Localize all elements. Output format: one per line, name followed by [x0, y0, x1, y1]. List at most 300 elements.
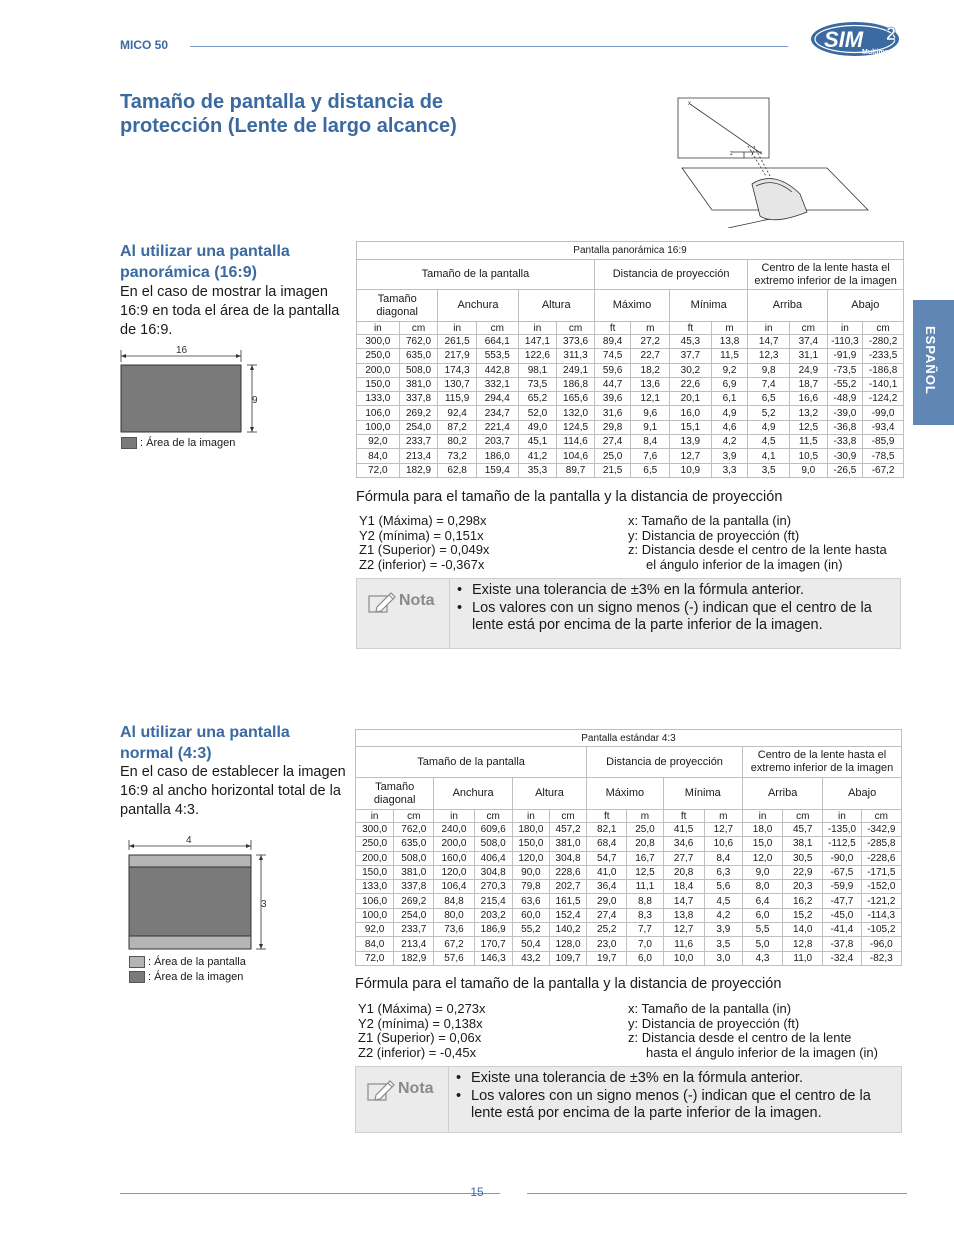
table-cell: 6,4	[742, 894, 782, 908]
table-cell: 60,0	[512, 908, 549, 922]
table2-sub-min: Mínima	[663, 778, 742, 810]
table-cell: 182,9	[399, 463, 438, 477]
table-cell: -228,6	[861, 851, 901, 865]
table-cell: 12,0	[742, 851, 782, 865]
table-cell: 373,6	[557, 335, 595, 349]
table-row	[357, 377, 904, 391]
table-cell: -26,5	[827, 463, 863, 477]
table-cell: 14,0	[783, 923, 823, 937]
table-cell: -112,5	[823, 837, 861, 851]
table-cell: 300,0	[357, 335, 400, 349]
table1-sub-diagonal: Tamaño diagonal	[357, 290, 438, 322]
table1-unit: ft	[670, 322, 712, 335]
table2-group-projection-distance: Distancia de proyección	[587, 747, 743, 778]
table2-group-screen-size: Tamaño de la pantalla	[356, 747, 587, 778]
table-cell: -90,0	[823, 851, 861, 865]
table2-unit: m	[704, 810, 742, 823]
table1-group-projection-distance: Distancia de proyección	[594, 260, 747, 290]
table-cell: 11,5	[790, 435, 828, 449]
table1-unit: m	[631, 322, 670, 335]
table2-unit: cm	[394, 810, 434, 823]
language-tab	[913, 300, 954, 425]
table-cell: 300,0	[356, 823, 394, 837]
table1-unit: in	[518, 322, 557, 335]
table-cell: -67,2	[863, 463, 904, 477]
table-cell: 170,7	[474, 937, 512, 951]
table-cell: 4,1	[748, 449, 790, 463]
table-cell: 311,3	[557, 349, 595, 363]
table-cell: 664,1	[476, 335, 518, 349]
table-cell: 73,6	[434, 923, 474, 937]
table-cell: -124,2	[863, 392, 904, 406]
table-cell: 20,1	[670, 392, 712, 406]
table-cell: 67,2	[434, 937, 474, 951]
page-number: 15	[470, 1185, 484, 1199]
table-cell: -171,5	[861, 865, 901, 879]
section2-heading-line1: Al utilizar una pantalla	[120, 724, 290, 741]
section2-fig-height-label: 3	[261, 899, 267, 910]
table-cell: 8,8	[627, 894, 663, 908]
table-cell: -152,0	[861, 880, 901, 894]
table-cell: 87,2	[438, 420, 477, 434]
table-cell: 128,0	[549, 937, 586, 951]
table2-unit: m	[627, 810, 663, 823]
table-cell: 508,0	[394, 851, 434, 865]
table-cell: 250,0	[356, 837, 394, 851]
section2-fig-width-label: 4	[186, 835, 192, 846]
table1-group-lens-center: Centro de la lente hasta el extremo inferior de la imagen	[748, 260, 904, 290]
table-cell: 215,4	[474, 894, 512, 908]
table-cell: 7,7	[627, 923, 663, 937]
table-cell: -280,2	[863, 335, 904, 349]
table-cell: 762,0	[399, 335, 438, 349]
formula-def-z-cont: el ángulo inferior de la imagen (in)	[646, 556, 843, 572]
table-cell: 30,5	[783, 851, 823, 865]
table-cell: 152,4	[549, 908, 586, 922]
table-cell: 5,0	[742, 937, 782, 951]
table-cell: 25,0	[627, 823, 663, 837]
table-cell: 442,8	[476, 363, 518, 377]
table-cell: 186,8	[557, 377, 595, 391]
table-cell: 114,6	[557, 435, 595, 449]
table2-unit: cm	[549, 810, 586, 823]
table-cell: 6,5	[631, 463, 670, 477]
table-cell: -186,8	[863, 363, 904, 377]
formula-y1: Y1 (Máxima) = 0,298x	[359, 513, 487, 528]
table-row	[356, 908, 902, 922]
table-cell: 147,1	[518, 335, 557, 349]
table-widescreen	[356, 241, 904, 478]
table-cell: 16,2	[783, 894, 823, 908]
table-cell: 12,5	[627, 865, 663, 879]
table-cell: 25,0	[594, 449, 631, 463]
table-cell: 29,8	[594, 420, 631, 434]
table-cell: 73,2	[438, 449, 477, 463]
table-cell: -96,0	[861, 937, 901, 951]
table-cell: 22,9	[783, 865, 823, 879]
table-cell: 65,2	[518, 392, 557, 406]
section1-note-list	[457, 582, 900, 635]
table-cell: -41,4	[823, 923, 861, 937]
table-cell: -45,0	[823, 908, 861, 922]
table-row	[357, 406, 904, 420]
table-cell: 18,2	[631, 363, 670, 377]
table-cell: 3,5	[748, 463, 790, 477]
table-cell: 635,0	[394, 837, 434, 851]
table-cell: 18,7	[790, 377, 828, 391]
table-cell: 3,9	[704, 923, 742, 937]
table1-unit: cm	[863, 322, 904, 335]
table-cell: 55,2	[512, 923, 549, 937]
table-cell: 13,8	[663, 908, 704, 922]
table-cell: -285,8	[861, 837, 901, 851]
table2-sub-max: Máximo	[587, 778, 663, 810]
table-cell: 11,6	[663, 937, 704, 951]
table-cell: 31,1	[790, 349, 828, 363]
table-cell: 381,0	[394, 865, 434, 879]
formula-z2: Z2 (inferior) = -0,45x	[358, 1044, 477, 1060]
formula-z2: Z2 (inferior) = -0,367x	[359, 556, 485, 572]
table-cell: 762,0	[394, 823, 434, 837]
table1-unit: cm	[476, 322, 518, 335]
table-cell: 6,0	[627, 951, 663, 965]
table-cell: 45,1	[518, 435, 557, 449]
table-cell: 337,8	[394, 880, 434, 894]
table-standard	[355, 729, 902, 966]
table-cell: 150,0	[356, 865, 394, 879]
table-cell: 130,7	[438, 377, 477, 391]
section2-formula-title: Fórmula para el tamaño de la pantalla y la distancia de proyección	[355, 976, 782, 992]
table-cell: 9,6	[631, 406, 670, 420]
table-cell: 19,7	[587, 951, 627, 965]
table-cell: 18,4	[663, 880, 704, 894]
list-item: • Existe una tolerancia de ±3% en la fórmula anterior.	[456, 1070, 803, 1086]
table-cell: -48,9	[827, 392, 863, 406]
table-cell: 16,6	[790, 392, 828, 406]
table-cell: 3,5	[704, 937, 742, 951]
table1-unit: m	[711, 322, 748, 335]
table-cell: 240,0	[434, 823, 474, 837]
formula-def-y: y: Distancia de proyección (ft)	[628, 527, 800, 543]
formula-def-x: x: Tamaño de la pantalla (in)	[628, 513, 792, 528]
table-cell: -78,5	[863, 449, 904, 463]
table-cell: 62,8	[438, 463, 477, 477]
table-cell: 23,0	[587, 937, 627, 951]
table-cell: 36,4	[587, 880, 627, 894]
page-title-line2: protección (Lente de largo alcance)	[120, 115, 457, 137]
table1-sub-up: Arriba	[748, 290, 827, 322]
table-cell: 13,2	[790, 406, 828, 420]
table-cell: 202,7	[549, 880, 586, 894]
table-cell: 27,4	[594, 435, 631, 449]
table-cell: 37,7	[670, 349, 712, 363]
table-cell: 4,3	[742, 951, 782, 965]
table-cell: -30,9	[827, 449, 863, 463]
table2-unit: in	[742, 810, 782, 823]
table-cell: 508,0	[474, 837, 512, 851]
table-cell: 609,6	[474, 823, 512, 837]
table2-unit: in	[434, 810, 474, 823]
table-cell: 30,2	[670, 363, 712, 377]
table2-sub-up: Arriba	[742, 778, 822, 810]
page-title	[120, 90, 660, 138]
table-cell: 13,9	[670, 435, 712, 449]
table-cell: 6,1	[711, 392, 748, 406]
table-cell: 106,0	[356, 894, 394, 908]
table1-sub-width: Anchura	[438, 290, 518, 322]
table-cell: 160,0	[434, 851, 474, 865]
table-cell: 203,2	[474, 908, 512, 922]
table-cell: 269,2	[399, 406, 438, 420]
table-cell: 635,0	[399, 349, 438, 363]
table-cell: -47,7	[823, 894, 861, 908]
table-cell: 269,2	[394, 894, 434, 908]
model-name: MICO 50	[120, 38, 169, 52]
formula-y2: Y2 (mínima) = 0,151x	[359, 527, 484, 543]
table-row	[356, 880, 902, 894]
table1-unit: in	[357, 322, 400, 335]
table-cell: 79,8	[512, 880, 549, 894]
section1-formula-left	[359, 514, 489, 572]
table-cell: 14,7	[663, 894, 704, 908]
table-cell: 4,6	[711, 420, 748, 434]
sim2-logo	[810, 18, 910, 60]
table-cell: 92,0	[356, 923, 394, 937]
section2-legend	[129, 955, 246, 985]
table1-unit: cm	[557, 322, 595, 335]
table-cell: -67,5	[823, 865, 861, 879]
table-cell: 203,7	[476, 435, 518, 449]
table-cell: 10,5	[790, 449, 828, 463]
table-cell: 74,5	[594, 349, 631, 363]
table-cell: 250,0	[357, 349, 400, 363]
table-cell: 89,4	[594, 335, 631, 349]
table-cell: 200,0	[434, 837, 474, 851]
table-cell: -105,2	[861, 923, 901, 937]
table-cell: 5,6	[704, 880, 742, 894]
table-cell: 6,3	[704, 865, 742, 879]
logo-main: SIM	[824, 27, 864, 52]
table-cell: -99,0	[863, 406, 904, 420]
table-cell: 20,8	[627, 837, 663, 851]
table2-unit: cm	[861, 810, 901, 823]
table-cell: 150,0	[357, 377, 400, 391]
table-cell: 9,1	[631, 420, 670, 434]
diagram-label-x: x	[688, 101, 691, 107]
table-cell: -85,9	[863, 435, 904, 449]
table-cell: 13,8	[711, 335, 748, 349]
table2-group-lens-center: Centro de la lente hasta el extremo inferior de la imagen	[742, 747, 901, 778]
table-cell: 35,3	[518, 463, 557, 477]
formula-def-x: x: Tamaño de la pantalla (in)	[628, 1001, 792, 1016]
projector-diagram	[672, 94, 874, 228]
table-cell: 106,0	[357, 406, 400, 420]
table2-unit: ft	[663, 810, 704, 823]
table-cell: 15,1	[670, 420, 712, 434]
table2-sub-width: Anchura	[434, 778, 512, 810]
table-cell: 233,7	[394, 923, 434, 937]
table-row	[357, 335, 904, 349]
formula-def-z: z: Distancia desde el centro de la lente hasta	[628, 542, 887, 557]
section2-legend-screen: : Área de la pantalla	[129, 955, 246, 970]
section2-figure	[122, 832, 272, 954]
table-cell: 228,6	[549, 865, 586, 879]
table-cell: 20,3	[783, 880, 823, 894]
table1-sub-min: Mínima	[670, 290, 748, 322]
table-cell: -73,5	[827, 363, 863, 377]
table-cell: 34,6	[663, 837, 704, 851]
table-cell: 8,4	[631, 435, 670, 449]
table-cell: 132,0	[557, 406, 595, 420]
table-cell: 41,5	[663, 823, 704, 837]
table-cell: 553,5	[476, 349, 518, 363]
table-cell: 11,1	[627, 880, 663, 894]
table-cell: 16,7	[627, 851, 663, 865]
table-cell: 21,5	[594, 463, 631, 477]
table-cell: 159,4	[476, 463, 518, 477]
table-cell: 12,7	[670, 449, 712, 463]
formula-y2: Y2 (mínima) = 0,138x	[358, 1015, 483, 1031]
section2-formula-right	[628, 1002, 878, 1060]
table-cell: 72,0	[356, 951, 394, 965]
table-cell: 90,0	[512, 865, 549, 879]
table-cell: 12,3	[748, 349, 790, 363]
section2-note	[355, 1066, 902, 1133]
table-cell: 59,6	[594, 363, 631, 377]
table-cell: 84,8	[434, 894, 474, 908]
table-row	[357, 435, 904, 449]
table-cell: 100,0	[356, 908, 394, 922]
table-cell: -91,9	[827, 349, 863, 363]
table-cell: 10,0	[663, 951, 704, 965]
list-item: • Los valores con un signo menos (-) indican que el centro de la lente está por encima de la parte inferior de la imagen.	[457, 599, 872, 633]
table-cell: 115,9	[438, 392, 477, 406]
table-cell: 120,0	[434, 865, 474, 879]
table-cell: 165,6	[557, 392, 595, 406]
table-cell: 304,8	[549, 851, 586, 865]
table-cell: 5,2	[748, 406, 790, 420]
section2-heading	[120, 722, 350, 764]
table-cell: 82,1	[587, 823, 627, 837]
table-row	[357, 420, 904, 434]
table1-title: Pantalla panorámica 16:9	[357, 242, 904, 260]
table1-sub-down: Abajo	[827, 290, 903, 322]
table-cell: 3,0	[704, 951, 742, 965]
table-cell: 174,3	[438, 363, 477, 377]
table-cell: 43,2	[512, 951, 549, 965]
table-cell: -33,8	[827, 435, 863, 449]
table-cell: 233,7	[399, 435, 438, 449]
table-cell: 22,7	[631, 349, 670, 363]
table-cell: 31,6	[594, 406, 631, 420]
table-cell: 14,7	[748, 335, 790, 349]
table-cell: 50,4	[512, 937, 549, 951]
table-cell: 221,4	[476, 420, 518, 434]
table-cell: 80,0	[434, 908, 474, 922]
table-row	[356, 865, 902, 879]
table-cell: 4,5	[748, 435, 790, 449]
table-cell: 294,4	[476, 392, 518, 406]
formula-def-z-cont: hasta el ángulo inferior de la imagen (in)	[646, 1044, 878, 1060]
table1-unit: in	[827, 322, 863, 335]
table-cell: 18,0	[742, 823, 782, 837]
table-cell: 3,3	[711, 463, 748, 477]
table-cell: 332,1	[476, 377, 518, 391]
table-cell: 11,5	[711, 349, 748, 363]
image-area-swatch	[121, 437, 137, 449]
table-cell: 4,2	[704, 908, 742, 922]
table1-sub-max: Máximo	[594, 290, 669, 322]
table-cell: 4,9	[711, 406, 748, 420]
table-cell: 406,4	[474, 851, 512, 865]
table-cell: 7,6	[631, 449, 670, 463]
screen-area-swatch	[129, 956, 145, 968]
table-cell: 45,7	[783, 823, 823, 837]
section1-formula-right	[628, 514, 887, 572]
table1-unit: in	[438, 322, 477, 335]
table-cell: 186,0	[476, 449, 518, 463]
table-row	[356, 951, 902, 965]
formula-z1: Z1 (Superior) = 0,049x	[359, 542, 490, 557]
table-cell: 8,3	[627, 908, 663, 922]
table-cell: 12,1	[631, 392, 670, 406]
table-cell: 261,5	[438, 335, 477, 349]
table1-unit: ft	[594, 322, 631, 335]
table-cell: -32,4	[823, 951, 861, 965]
table-cell: 7,0	[627, 937, 663, 951]
table-cell: 270,3	[474, 880, 512, 894]
table-cell: 4,2	[711, 435, 748, 449]
table-cell: 10,6	[704, 837, 742, 851]
section2-legend-image: : Área de la imagen	[129, 970, 246, 985]
table-cell: 104,6	[557, 449, 595, 463]
table-cell: -36,8	[827, 420, 863, 434]
table-cell: 12,5	[790, 420, 828, 434]
section1-text: En el caso de mostrar la imagen 16:9 en toda el área de la pantalla de 16:9.	[120, 284, 340, 338]
table-row	[357, 449, 904, 463]
pencil-note-icon	[367, 591, 397, 615]
table-cell: 150,0	[512, 837, 549, 851]
table-cell: 122,6	[518, 349, 557, 363]
table-cell: 39,6	[594, 392, 631, 406]
table-row	[356, 823, 902, 837]
table-cell: 92,0	[357, 435, 400, 449]
table-row	[356, 937, 902, 951]
table-cell: 100,0	[357, 420, 400, 434]
table-cell: 182,9	[394, 951, 434, 965]
section2-heading-line2: normal (4:3)	[120, 745, 212, 762]
formula-def-z: z: Distancia desde el centro de la lente	[628, 1030, 852, 1045]
table-cell: 4,9	[748, 420, 790, 434]
header-rule	[190, 46, 788, 47]
image-area-swatch	[129, 971, 145, 983]
table-cell: -135,0	[823, 823, 861, 837]
section2-text: En el caso de establecer la imagen 16:9 al ancho horizontal total de la pantalla 4:3.	[120, 764, 346, 818]
table-cell: 92,4	[438, 406, 477, 420]
table-cell: 234,7	[476, 406, 518, 420]
table-cell: 63,6	[512, 894, 549, 908]
table-cell: 80,2	[438, 435, 477, 449]
section2-note-list	[456, 1070, 901, 1123]
table-cell: 109,7	[549, 951, 586, 965]
table-cell: 41,2	[518, 449, 557, 463]
table-cell: 12,7	[704, 823, 742, 837]
table-cell: -233,5	[863, 349, 904, 363]
formula-def-y: y: Distancia de proyección (ft)	[628, 1015, 800, 1031]
table-cell: 25,2	[587, 923, 627, 937]
table-cell: -121,2	[861, 894, 901, 908]
table-cell: 9,0	[742, 865, 782, 879]
